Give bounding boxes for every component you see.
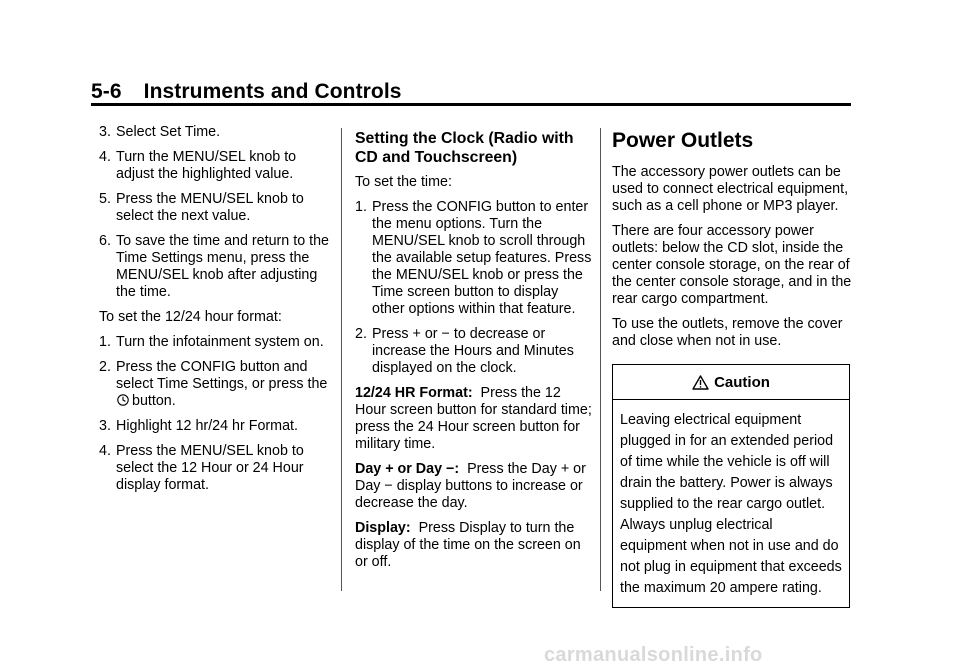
step-text: Highlight 12 hr/24 hr Format. <box>116 418 298 434</box>
step-text: Select Set Time. <box>116 124 221 140</box>
list-item <box>99 233 337 301</box>
list-item <box>99 418 337 435</box>
section-heading: Power Outlets <box>612 129 754 152</box>
list-item <box>99 359 337 410</box>
paragraph: There are four accessory power outlets: below the CD slot, inside the center console storage, on the rear of the center console storage, and in the rear cargo compartment. <box>612 223 852 307</box>
paragraph-lead: Day + or Day −: <box>355 461 460 477</box>
step-text: Turn the MENU/SEL knob to adjust the highlighted value. <box>116 149 297 182</box>
step-text: Press the MENU/SEL knob to select the next value. <box>116 191 304 224</box>
paragraph <box>355 520 593 571</box>
step-number: 3. <box>99 418 111 434</box>
paragraph-text: Press the 12 Hour screen button for standard time; press the 24 Hour screen button for military time. <box>355 385 592 452</box>
step-number: 1. <box>355 199 367 215</box>
paragraph-lead: Display: <box>355 520 411 536</box>
page-number: 5-6 <box>91 80 122 103</box>
step-text-part: button. <box>132 393 176 409</box>
paragraph <box>355 385 593 453</box>
list-item <box>99 191 337 225</box>
step-number: 1. <box>99 334 111 350</box>
caution-header <box>613 365 849 400</box>
column-3 <box>612 124 854 608</box>
step-text <box>116 359 337 410</box>
paragraph-text: Press the Day + or Day − display buttons to increase or decrease the day. <box>355 461 586 511</box>
section-heading: Setting the Clock (Radio with CD and Touchscreen) <box>355 130 574 166</box>
step-number: 4. <box>99 149 111 165</box>
step-text: To save the time and return to the Time Settings menu, press the MENU/SEL knob after adjusting the time. <box>116 233 329 300</box>
paragraph-lead: 12/24 HR Format: <box>355 385 473 401</box>
watermark: carmanualsonline.info <box>544 644 763 666</box>
step-number: 3. <box>99 124 111 140</box>
column-divider <box>341 128 342 591</box>
step-text: Press + or − to decrease or increase the Hours and Minutes displayed on the clock. <box>372 326 574 376</box>
clock-icon <box>117 394 129 406</box>
paragraph: To use the outlets, remove the cover and close when not in use. <box>612 316 843 349</box>
list-item <box>99 334 337 351</box>
caution-text: Leaving electrical equipment plugged in for an extended period of time while the vehicle is off will drain the battery. Power is always supplied to the rear cargo outlet. Always unplug electrical equipment when not in use and do not plug in equipment that exceeds the maximum 20 ampere rating. <box>620 412 842 596</box>
page-header <box>91 80 402 104</box>
step-number: 4. <box>99 443 111 459</box>
column-2 <box>355 124 593 579</box>
list-item <box>355 199 593 318</box>
step-text: Press the MENU/SEL knob to select the 12 Hour or 24 Hour display format. <box>116 443 304 493</box>
step-text-part: Press the CONFIG button and select Time Settings, or press the <box>116 359 328 392</box>
list-item <box>99 149 337 183</box>
list-item <box>99 124 337 141</box>
caution-box <box>612 364 850 608</box>
paragraph <box>355 461 593 512</box>
list-item <box>99 443 337 494</box>
caution-title: Caution <box>714 373 770 391</box>
paragraph: The accessory power outlets can be used to connect electrical equipment, such as a cell phone or MP3 player. <box>612 164 849 214</box>
step-number: 5. <box>99 191 111 207</box>
caution-icon <box>692 375 709 390</box>
paragraph: To set the 12/24 hour format: <box>99 309 282 325</box>
column-divider <box>600 128 601 591</box>
list-item <box>355 326 593 377</box>
header-rule <box>91 103 851 106</box>
step-number: 2. <box>355 326 367 342</box>
step-number: 2. <box>99 359 111 375</box>
step-text: Turn the infotainment system on. <box>116 334 324 350</box>
step-number: 6. <box>99 233 111 249</box>
section-title: Instruments and Controls <box>143 80 402 103</box>
paragraph-text: Press Display to turn the display of the time on the screen on or off. <box>355 520 581 570</box>
paragraph: To set the time: <box>355 174 452 190</box>
step-text: Press the CONFIG button to enter the menu options. Turn the MENU/SEL knob to scroll through the available setup features. Press the MENU/SEL knob or press the Time screen button to display other options within that feature. <box>372 199 592 317</box>
column-1 <box>99 124 337 502</box>
